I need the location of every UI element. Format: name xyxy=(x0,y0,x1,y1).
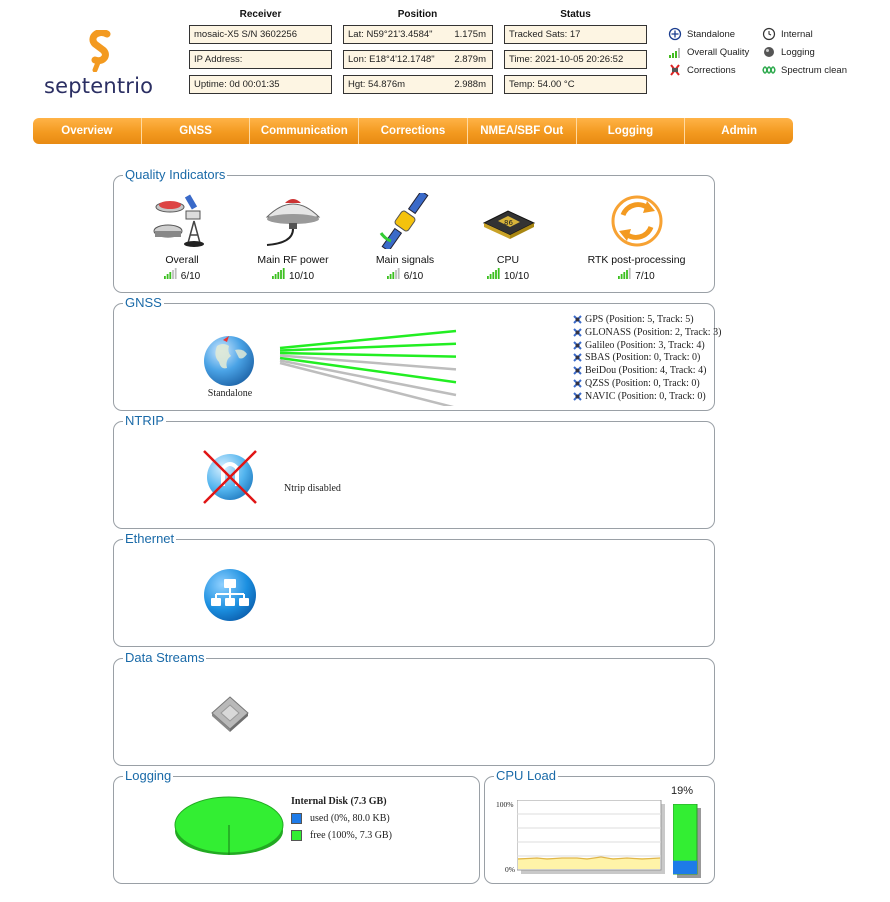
signal-bars-icon xyxy=(618,268,632,282)
hgt-error: 2.988m xyxy=(454,79,486,90)
constellation-row xyxy=(572,327,721,338)
legend-logging xyxy=(762,45,815,59)
satellite-icon xyxy=(572,340,583,351)
quality-overall-value: 6/10 xyxy=(180,271,201,282)
constellation-signal-line xyxy=(280,353,456,357)
quality-panel xyxy=(113,167,715,293)
logging-panel xyxy=(113,768,480,884)
gnss-mode: Standalone xyxy=(207,388,253,399)
septentrio-logo xyxy=(40,30,155,102)
quality-main-signals[interactable] xyxy=(364,193,446,282)
tab-communication[interactable]: Communication xyxy=(250,118,359,144)
datastreams-panel xyxy=(113,650,715,766)
legend-standalone xyxy=(668,27,735,41)
quality-title: Quality Indicators xyxy=(125,167,226,182)
ethernet-title: Ethernet xyxy=(125,531,175,546)
quality-overall-score xyxy=(164,268,200,282)
quality-cpu-value: 10/10 xyxy=(503,271,530,282)
septentrio-logo-mark xyxy=(81,30,121,72)
used-label: used (0%, 80.0 KB) xyxy=(310,813,390,824)
logging-icon xyxy=(762,45,776,59)
gnss-panel xyxy=(113,295,722,411)
overall-quality-icon xyxy=(152,193,212,249)
legend-internal xyxy=(762,27,813,41)
position-hgt xyxy=(343,75,493,94)
brand-name: septentrio xyxy=(44,74,154,98)
quality-rf-score xyxy=(272,268,314,282)
status-temp: Temp: 54.00 °C xyxy=(504,75,647,94)
free-label: free (100%, 7.3 GB) xyxy=(310,830,392,841)
signal-quality-icon xyxy=(668,45,682,59)
quality-cpu-score xyxy=(487,268,529,282)
constellation-label: BeiDou (Position: 4, Track: 4) xyxy=(585,365,707,377)
used-swatch xyxy=(291,813,302,824)
receiver-ip: IP Address: xyxy=(189,50,332,69)
cpu-axis-bottom: 0% xyxy=(505,865,515,874)
constellation-label: SBAS (Position: 0, Track: 0) xyxy=(585,352,701,364)
ntrip-status: Ntrip disabled xyxy=(284,483,341,494)
clock-icon xyxy=(762,27,776,41)
receiver-heading: Receiver xyxy=(239,9,282,20)
ethernet-panel xyxy=(113,531,715,647)
tab-admin[interactable]: Admin xyxy=(721,125,758,137)
tab-nmea-sbf-out[interactable]: NMEA/SBF Out xyxy=(468,118,577,144)
constellation-label: QZSS (Position: 0, Track: 0) xyxy=(585,378,700,389)
satellite-icon xyxy=(572,327,583,338)
free-swatch xyxy=(291,830,302,841)
disk-legend-used xyxy=(291,813,392,824)
receiver-uptime: Uptime: 0d 00:01:35 xyxy=(189,75,332,94)
ntrip-disabled-icon[interactable] xyxy=(201,448,259,506)
gnss-title: GNSS xyxy=(125,295,162,310)
position-lat xyxy=(343,25,493,44)
disk-usage-pie xyxy=(172,793,286,859)
globe-icon[interactable] xyxy=(203,334,257,388)
constellation-label: GPS (Position: 5, Track: 5) xyxy=(585,314,694,325)
signal-bars-icon xyxy=(272,268,286,282)
quality-signals-score xyxy=(387,268,423,282)
cpu-title: CPU Load xyxy=(496,768,556,783)
graph-fill xyxy=(518,858,660,869)
gnss-signal-lines xyxy=(278,316,468,406)
receiver-model: mosaic-X5 S/N 3602256 xyxy=(189,25,332,44)
satellite-icon xyxy=(572,378,583,389)
constellation-label: Galileo (Position: 3, Track: 4) xyxy=(585,339,705,351)
data-stream-chip-icon[interactable] xyxy=(208,693,252,733)
quality-signals-label: Main signals xyxy=(375,254,435,266)
satellite-icon xyxy=(572,352,583,363)
legend-corrections xyxy=(668,63,736,77)
quality-cpu[interactable] xyxy=(473,193,543,282)
main-nav xyxy=(33,118,793,144)
tab-corrections[interactable]: Corrections xyxy=(359,118,468,144)
legend-quality xyxy=(668,45,749,59)
constellation-label: GLONASS (Position: 2, Track: 3) xyxy=(585,326,722,338)
position-heading: Position xyxy=(397,9,438,20)
signal-bars-icon xyxy=(487,268,501,282)
signal-bars-icon xyxy=(387,268,401,282)
quality-rtk-pp[interactable] xyxy=(579,193,694,282)
cpu-axis-top: 100% xyxy=(496,800,514,809)
status-tracked: Tracked Sats: 17 xyxy=(504,25,647,44)
lat-value: Lat: N59°21'3.4584" xyxy=(348,29,433,40)
antenna-icon xyxy=(263,193,323,249)
lat-error: 1.175m xyxy=(454,29,486,40)
quality-signals-value: 6/10 xyxy=(403,271,424,282)
legend-standalone-label: Standalone xyxy=(687,28,736,40)
disk-title: Internal Disk (7.3 GB) xyxy=(291,796,387,807)
legend-quality-label: Overall Quality xyxy=(687,46,750,58)
legend-spectrum xyxy=(762,63,847,77)
tab-overview[interactable]: Overview xyxy=(33,118,142,144)
status-heading: Status xyxy=(560,9,591,20)
cpu-percent: 19% xyxy=(671,785,694,797)
quality-overall-label: Overall xyxy=(165,254,199,266)
quality-rtk-value: 7/10 xyxy=(635,271,655,282)
cpu-chip-icon xyxy=(478,193,538,249)
constellation-label: NAVIC (Position: 0, Track: 0) xyxy=(585,390,706,402)
constellation-row xyxy=(572,365,706,376)
standalone-icon xyxy=(668,27,682,41)
spectrum-icon xyxy=(762,63,776,77)
disk-legend xyxy=(291,807,392,841)
legend-corrections-label: Corrections xyxy=(687,64,736,76)
satellite-icon xyxy=(572,391,583,402)
corrections-icon xyxy=(668,63,682,77)
satellite-icon xyxy=(375,193,435,249)
legend-internal-label: Internal xyxy=(781,28,813,40)
quality-rf-value: 10/10 xyxy=(288,271,315,282)
ntrip-title: NTRIP xyxy=(125,413,164,428)
legend-spectrum-label: Spectrum clean xyxy=(781,64,848,76)
logging-title: Logging xyxy=(125,768,172,783)
quality-rf-label: Main RF power xyxy=(257,254,329,266)
quality-rtk-label: RTK post-processing xyxy=(587,254,686,266)
hgt-value: Hgt: 54.876m xyxy=(348,79,406,90)
quality-cpu-label: CPU xyxy=(496,254,520,266)
cpu-history-graph xyxy=(517,800,667,876)
lon-error: 2.879m xyxy=(454,54,486,65)
position-lon xyxy=(343,50,493,69)
bar-used xyxy=(673,861,697,874)
constellation-row xyxy=(572,352,700,363)
datastreams-title: Data Streams xyxy=(125,650,205,665)
quality-rtk-score xyxy=(618,268,654,282)
quality-overall[interactable] xyxy=(136,193,228,282)
ntrip-panel xyxy=(113,413,715,529)
network-icon[interactable] xyxy=(202,567,258,623)
cpu-panel xyxy=(484,768,715,884)
constellation-row xyxy=(572,391,706,402)
constellation-row xyxy=(572,340,705,351)
constellation-row xyxy=(572,314,694,325)
satellite-icon xyxy=(572,314,583,325)
signal-bars-icon xyxy=(164,268,178,282)
svg-text:86: 86 xyxy=(504,219,513,227)
legend-logging-label: Logging xyxy=(781,46,815,58)
cpu-load-bar xyxy=(673,804,703,880)
disk-legend-free xyxy=(291,830,392,841)
satellite-icon xyxy=(572,365,583,376)
tab-gnss[interactable]: GNSS xyxy=(142,118,251,144)
quality-rf-power[interactable] xyxy=(249,193,337,282)
constellation-row xyxy=(572,378,700,389)
rtk-refresh-icon xyxy=(607,193,667,249)
lon-value: Lon: E18°4'12.1748" xyxy=(348,54,435,65)
tab-logging[interactable]: Logging xyxy=(577,118,686,144)
status-time: Time: 2021-10-05 20:26:52 xyxy=(504,50,647,69)
